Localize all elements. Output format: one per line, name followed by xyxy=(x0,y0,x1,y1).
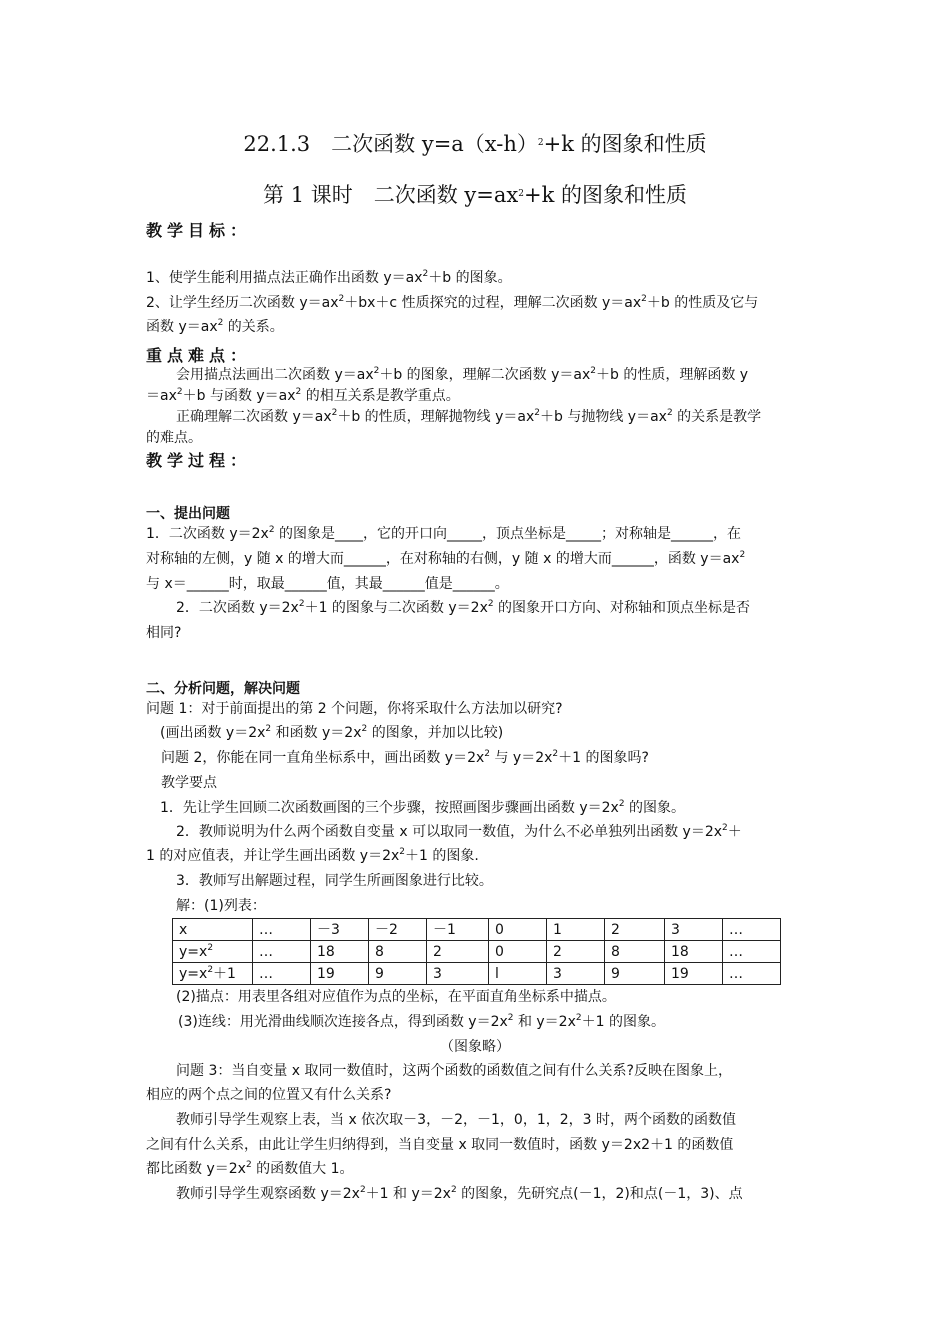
heading-key-points: 重点难点： xyxy=(146,346,252,365)
table-cell: x xyxy=(173,919,253,941)
table-cell: 0 xyxy=(489,941,547,963)
main-title: 22.1.3 二次函数 $y=a(x-h)^2+k$ 的图象和性质 xyxy=(243,132,707,156)
table-cell: 3 xyxy=(427,963,489,985)
key-1b: $=ax^2+b$ 与函数 $y=ax^2$ 的相互关系是教学重点。 xyxy=(146,387,460,404)
table-row xyxy=(173,941,781,963)
teaching-point-2b: 1 的对应值表，并让学生画出函数 $y=2x^2+1$ 的图象. xyxy=(146,847,479,864)
guidance-1c: 都比函数 $y=2x^2$ 的函数值大 1。 xyxy=(146,1160,354,1177)
table-cell: 18 xyxy=(311,941,369,963)
question-2a: 2．二次函数 $y=2x^2+1$ 的图象与二次函数 $y=2x^2$ 的图象开口方向、对称轴和顶点坐标是否 xyxy=(176,599,751,616)
teaching-point-1: 1．先让学生回顾二次函数画图的三个步骤，按照画图步骤画出函数 $y=2x^2$ 的图象。 xyxy=(160,799,686,816)
guidance-1b: 之间有什么关系，由此让学生归纳得到，当自变量 x 取同一数值时，函数 y＝2x2＋1 的函数值 xyxy=(146,1137,734,1153)
table-cell: 2 xyxy=(605,919,665,941)
table-cell: $y=x^2+1$ xyxy=(173,963,253,985)
question-1c: 与 x＝______时，取最______值，其最______值是______。 xyxy=(146,576,509,592)
section-2-title: 二、分析问题，解决问题 xyxy=(146,681,300,697)
table-cell: … xyxy=(723,919,781,941)
table-cell: 2 xyxy=(547,941,605,963)
question-1b: 对称轴的左侧，y 随 x 的增大而______，在对称轴的右侧，y 随 x 的增大而______，函数 $y=ax^2$ xyxy=(146,550,746,567)
table-cell: … xyxy=(253,941,311,963)
table-cell: … xyxy=(723,941,781,963)
table-cell: －1 xyxy=(427,919,489,941)
heading-goals: 教学目标： xyxy=(146,221,252,240)
guidance-1a: 教师引导学生观察上表，当 x 依次取－3，－2，－1，0，1，2，3 时，两个函数的函数值 xyxy=(176,1112,736,1128)
problem-3a: 问题 3：当自变量 x 取同一数值时，这两个函数的函数值之间有什么关系?反映在图象上， xyxy=(176,1063,732,1079)
table-cell: 8 xyxy=(605,941,665,963)
lesson-title: 第 1 课时 二次函数 $y=ax^2+k$ 的图象和性质 xyxy=(263,183,687,207)
solution-step-1: 解：(1)列表： xyxy=(176,898,266,914)
table-cell: … xyxy=(253,919,311,941)
problem-1-hint: (画出函数 $y=2x^2$ 和函数 $y=2x^2$ 的图象，并加以比较) xyxy=(160,724,504,741)
teaching-points-label: 教学要点 xyxy=(161,775,217,791)
goal-2a: 2、让学生经历二次函数 $y=ax^2+bx+c$ 性质探究的过程，理解二次函数 $y=ax^2+b$ 的性质及它与 xyxy=(146,294,759,311)
table-row xyxy=(173,919,781,941)
teaching-point-3: 3．教师写出解题过程，同学生所画图象进行比较。 xyxy=(176,873,493,889)
table-cell: 9 xyxy=(605,963,665,985)
table-cell: 2 xyxy=(427,941,489,963)
goal-2b: 函数 $y=ax^2$ 的关系。 xyxy=(146,318,284,335)
table-cell: －2 xyxy=(369,919,427,941)
key-2b: 的难点。 xyxy=(146,430,202,446)
table-cell: 9 xyxy=(369,963,427,985)
teaching-point-2a: 2．教师说明为什么两个函数自变量 x 可以取同一数值，为什么不必单独列出函数 $y=2x^2+$ xyxy=(176,823,742,840)
key-1a: 会用描点法画出二次函数 $y=ax^2+b$ 的图象，理解二次函数 $y=ax^2+b$ 的性质，理解函数 y xyxy=(176,366,749,383)
table-cell: l xyxy=(489,963,547,985)
table-cell: 19 xyxy=(311,963,369,985)
table-cell: 3 xyxy=(665,919,723,941)
table-cell: 19 xyxy=(665,963,723,985)
value-table xyxy=(172,918,781,985)
heading-process: 教学过程： xyxy=(146,451,252,470)
solution-step-2: (2)描点：用表里各组对应值作为点的坐标，在平面直角坐标系中描点。 xyxy=(176,989,616,1005)
goal-1: 1、使学生能利用描点法正确作出函数 $y=ax^2+b$ 的图象。 xyxy=(146,269,512,286)
solution-step-3: (3)连线：用光滑曲线顺次连接各点，得到函数 $y=2x^2$ 和 $y=2x^2+1$ 的图象。 xyxy=(178,1013,665,1030)
table-cell: … xyxy=(723,963,781,985)
question-1a: 1．二次函数 $y=2x^2$ 的图象是____，它的开口向_____，顶点坐标是_____；对称轴是______，在 xyxy=(146,525,742,542)
table-cell: 8 xyxy=(369,941,427,963)
table-cell: －3 xyxy=(311,919,369,941)
table-cell: 3 xyxy=(547,963,605,985)
problem-2: 问题 2，你能在同一直角坐标系中，画出函数 $y=2x^2$ 与 $y=2x^2+1$ 的图象吗? xyxy=(161,749,649,766)
section-1-title: 一、提出问题 xyxy=(146,506,230,522)
guidance-2: 教师引导学生观察函数 $y=2x^2+1$ 和 $y=2x^2$ 的图象，先研究点(－1，2)和点(－1，3)、点 xyxy=(176,1185,743,1202)
table-cell: $y=x^2$ xyxy=(173,941,253,963)
table-cell: 1 xyxy=(547,919,605,941)
table-cell: … xyxy=(253,963,311,985)
table-cell: 18 xyxy=(665,941,723,963)
table-row xyxy=(173,963,781,985)
table-cell: 0 xyxy=(489,919,547,941)
problem-3b: 相应的两个点之间的位置又有什么关系? xyxy=(146,1087,392,1103)
problem-1: 问题 1：对于前面提出的第 2 个问题，你将采取什么方法加以研究? xyxy=(146,701,563,717)
question-2b: 相同? xyxy=(146,625,182,641)
graph-omitted-note: （图象略） xyxy=(440,1039,510,1055)
key-2a: 正确理解二次函数 $y=ax^2+b$ 的性质，理解抛物线 $y=ax^2+b$ 与抛物线 $y=ax^2$ 的关系是教学 xyxy=(176,408,762,425)
